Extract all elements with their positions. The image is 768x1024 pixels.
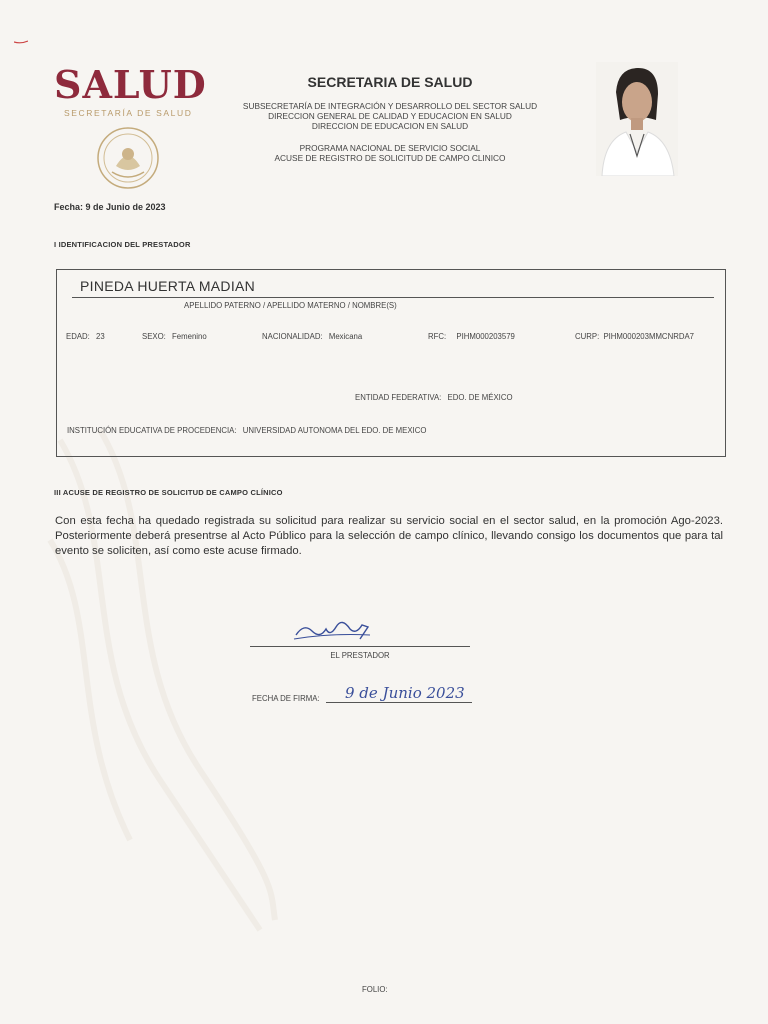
edad-label: EDAD: [66,332,90,341]
acknowledgment-text: Con esta fecha ha quedado registrada su solicitud para realizar su servicio social en el sector salud, en la promoción Ago-2023. Posteriormente deberá presentrse al Acto Público para la selección de campo clínico, llevando consigo los documentos que para tal evento se soliciten, así como este acuse firmado. [55,515,723,557]
header-title: SECRETARIA DE SALUD [307,74,473,90]
nacionalidad-value: Mexicana [328,332,363,341]
curp-label: CURP: [575,332,600,341]
sexo-field [142,332,207,341]
handwritten-signature [290,615,380,645]
sexo-label: SEXO: [142,332,166,341]
edad-value: 23 [96,332,105,341]
applicant-photo [596,62,678,176]
nacionalidad-field [262,332,362,341]
header-line: PROGRAMA NACIONAL DE SERVICIO SOCIAL [299,143,481,153]
edad-field [66,332,105,341]
watermark-pattern [40,420,280,940]
curp-field [575,332,694,341]
national-seal-icon [96,126,160,190]
fecha-firma-handwritten: 9 de Junio 2023 [345,684,465,702]
rfc-value: PIHM000203579 [456,332,515,341]
name-underline [72,297,714,298]
institucion-label: INSTITUCIÓN EDUCATIVA DE PROCEDENCIA: [67,426,237,435]
salud-logo: SALUD [54,62,207,107]
header-line: DIRECCION GENERAL DE CALIDAD Y EDUCACION EN SALUD [268,111,512,121]
header-line: SUBSECRETARÍA DE INTEGRACIÓN Y DESARROLLO DEL SECTOR SALUD [242,101,538,111]
section-3-title: III ACUSE DE REGISTRO DE SOLICITUD DE CAMPO CLÍNICO [54,488,283,497]
section-1-title: I IDENTIFICACION DEL PRESTADOR [54,240,191,249]
entidad-field [355,393,513,402]
document-date: Fecha: 9 de Junio de 2023 [54,202,166,212]
sexo-value: Femenino [172,332,207,341]
fecha-firma-line [326,702,472,703]
name-caption: APELLIDO PATERNO / APELLIDO MATERNO / NOMBRE(S) [184,301,397,310]
fecha-firma-label: FECHA DE FIRMA: [252,694,320,703]
curp-value: PIHM000203MMCNRDA7 [603,332,694,341]
institucion-value: UNIVERSIDAD AUTONOMA DEL EDO. DE MEXICO [242,426,427,435]
institucion-field [67,426,426,435]
nacionalidad-label: NACIONALIDAD: [262,332,323,341]
rfc-label: RFC: [428,332,447,341]
folio-label: FOLIO: [362,985,388,994]
rfc-field [428,332,515,341]
scan-mark [14,40,28,44]
header-subtitle-block [215,101,565,131]
applicant-name: PINEDA HUERTA MADIAN [80,278,256,294]
header-line: ACUSE DE REGISTRO DE SOLICITUD DE CAMPO CLINICO [274,153,506,163]
salud-logo-subtitle: SECRETARÍA DE SALUD [64,108,193,118]
signature-label: EL PRESTADOR [330,651,390,660]
header-line: DIRECCION DE EDUCACION EN SALUD [311,121,469,131]
entidad-value: EDO. DE MÉXICO [447,393,513,402]
entidad-label: ENTIDAD FEDERATIVA: [355,393,442,402]
signature-line [250,646,470,647]
header-program-block [215,143,565,163]
